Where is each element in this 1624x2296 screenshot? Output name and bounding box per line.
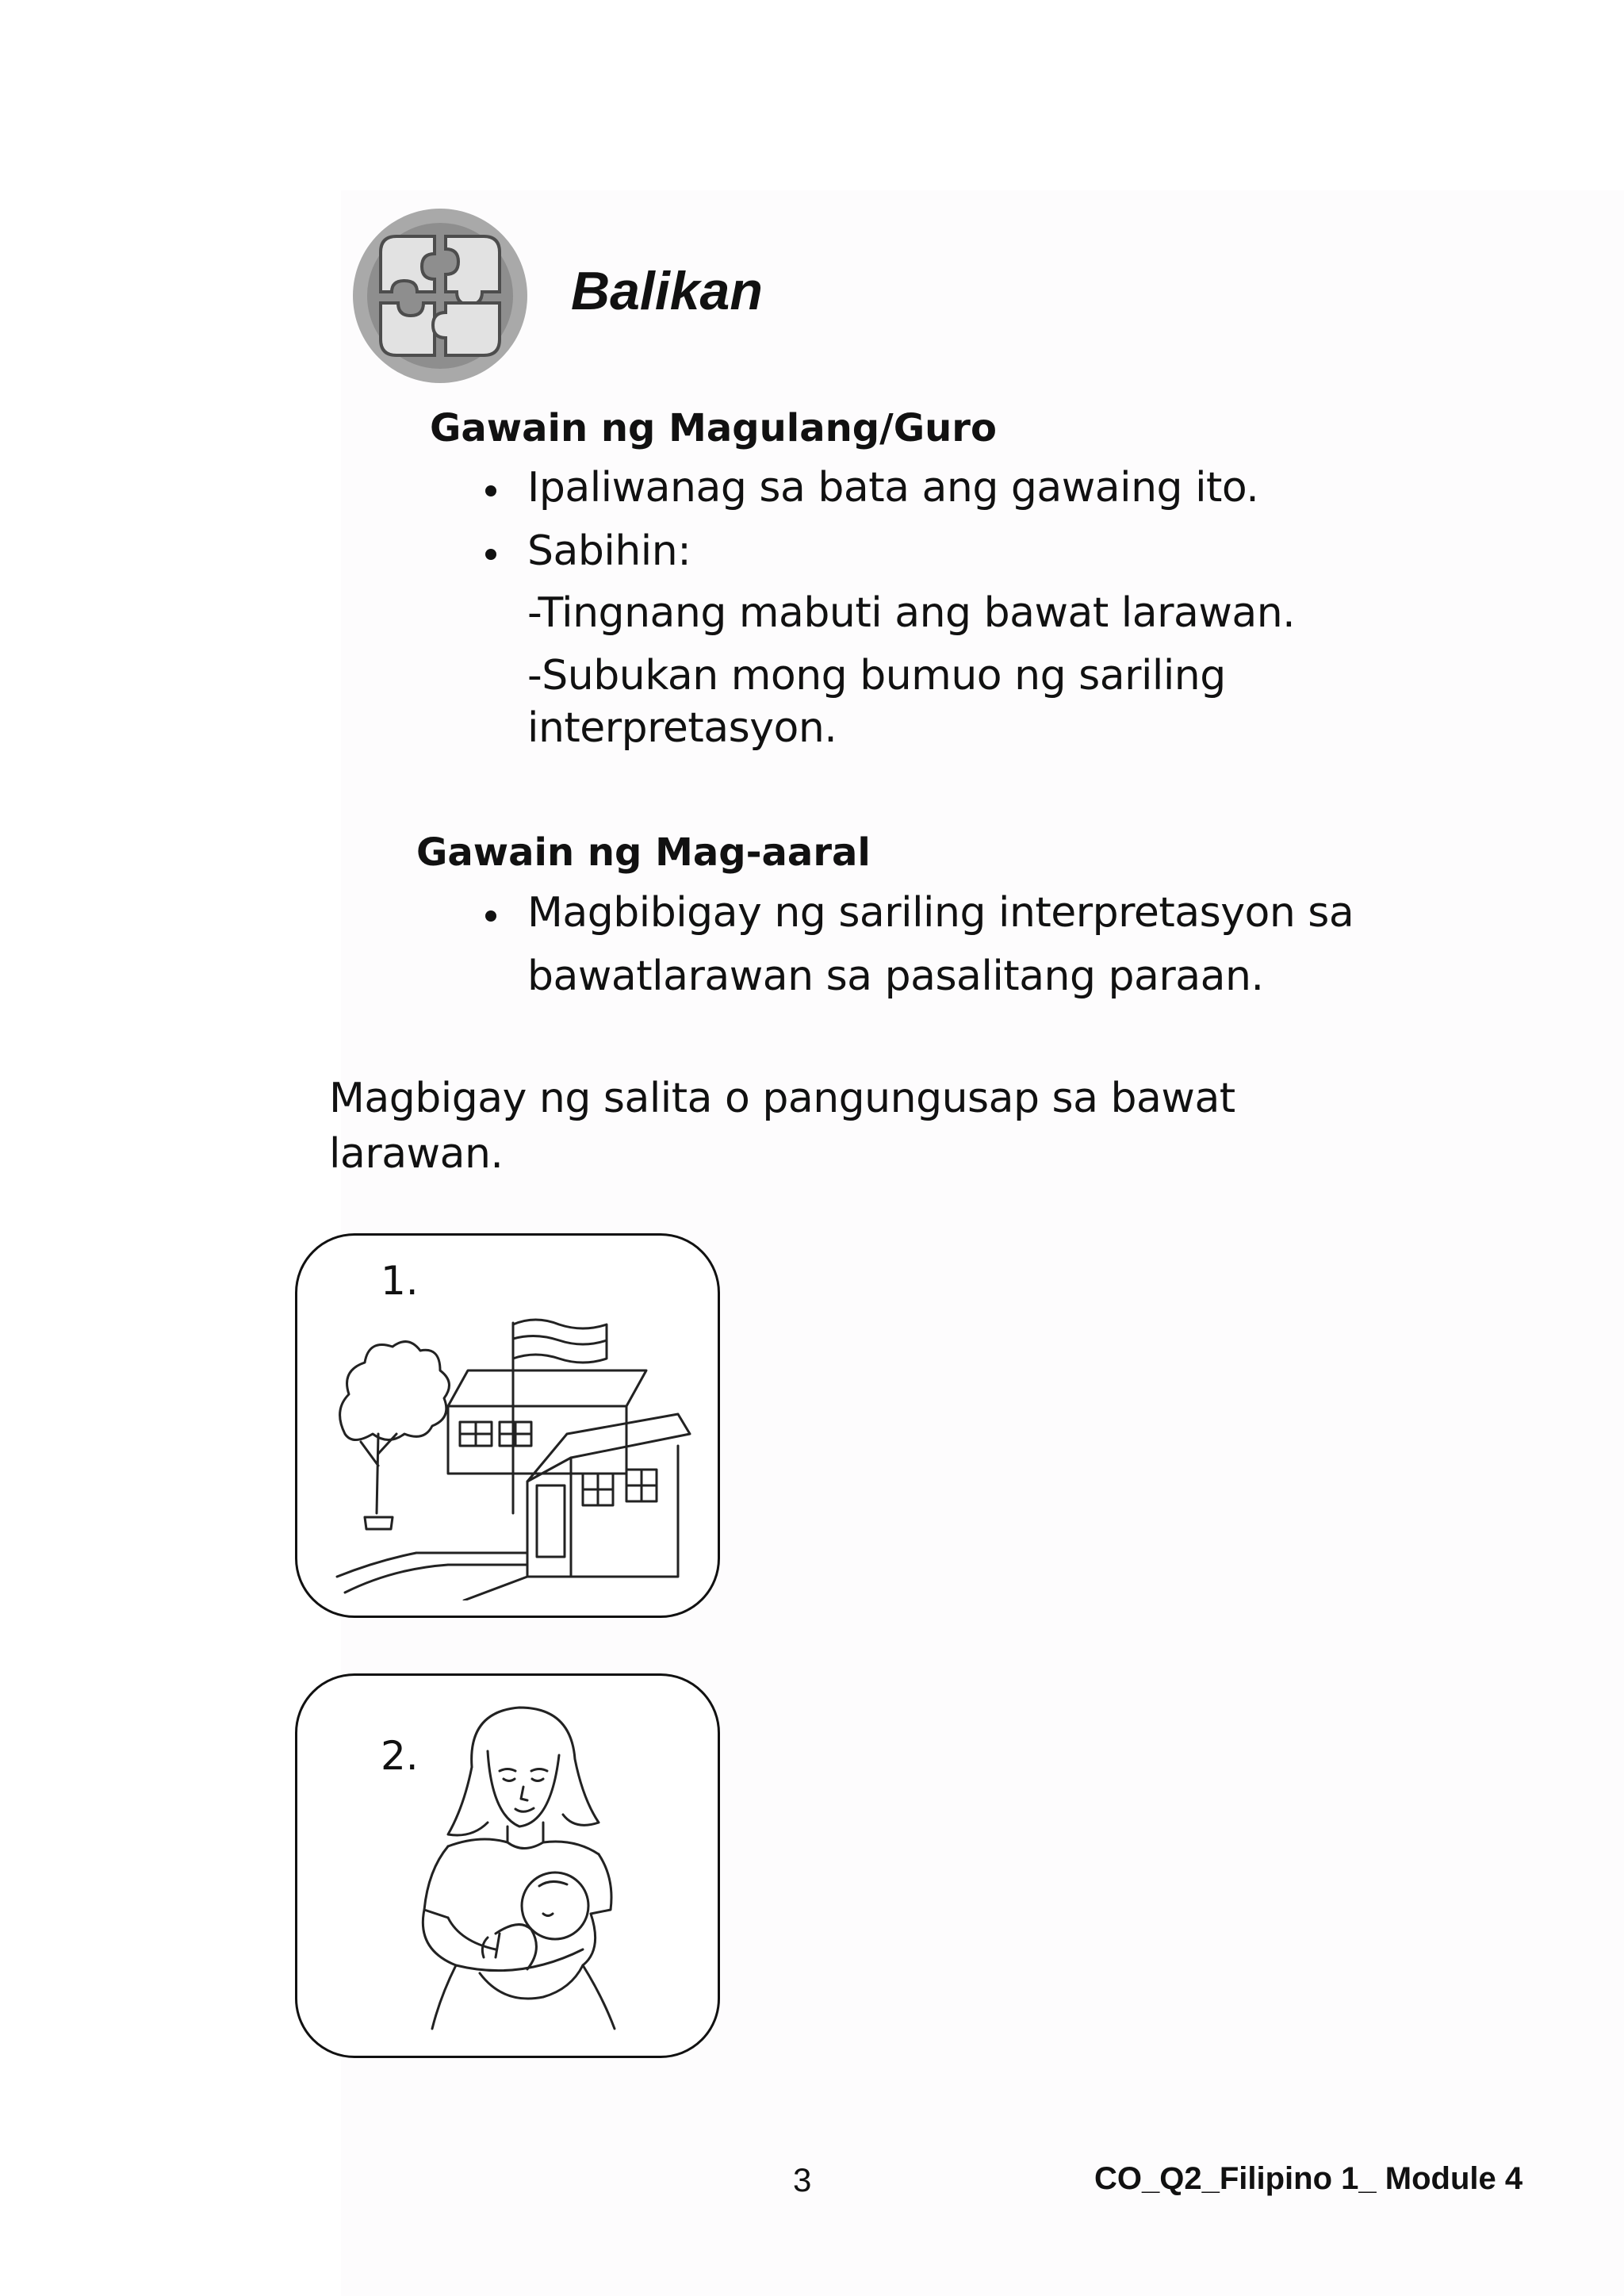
- school-building-icon: [329, 1315, 694, 1600]
- parent-bullet-2: Sabihin:: [527, 527, 691, 575]
- picture-card-1: [295, 1233, 720, 1618]
- prompt-line-1: Magbigay ng salita o pangungusap sa bawat: [329, 1075, 1235, 1122]
- bullet-icon: [485, 549, 496, 560]
- picture-number-2: 2.: [381, 1733, 419, 1779]
- student-bullet-line-2: bawatlarawan sa pasalitang paraan.: [527, 953, 1264, 1000]
- parent-bullet-1: Ipaliwanag sa bata ang gawaing ito.: [527, 464, 1259, 512]
- prompt-line-2: larawan.: [329, 1130, 504, 1178]
- page-number: 3: [793, 2161, 812, 2198]
- instruction-line-2: -Subukan mong bumuo ng sariling: [527, 652, 1226, 700]
- instruction-line-3: interpretasyon.: [527, 704, 837, 752]
- parent-task-heading: Gawain ng Magulang/Guro: [430, 406, 997, 450]
- picture-number-1: 1.: [381, 1258, 419, 1304]
- student-task-heading: Gawain ng Mag-aaral: [416, 830, 871, 875]
- module-code: CO_Q2_Filipino 1_ Module 4: [1094, 2161, 1523, 2196]
- section-title: Balikan: [571, 261, 763, 321]
- instruction-line-1: -Tingnang mabuti ang bawat larawan.: [527, 589, 1296, 637]
- bullet-icon: [485, 910, 496, 922]
- picture-card-2: [295, 1673, 720, 2058]
- bullet-icon: [485, 485, 496, 496]
- student-bullet-line-1: Magbibigay ng sariling interpretasyon sa: [527, 889, 1354, 937]
- puzzle-icon: [349, 205, 531, 387]
- mother-nursing-baby-icon: [385, 1696, 646, 2045]
